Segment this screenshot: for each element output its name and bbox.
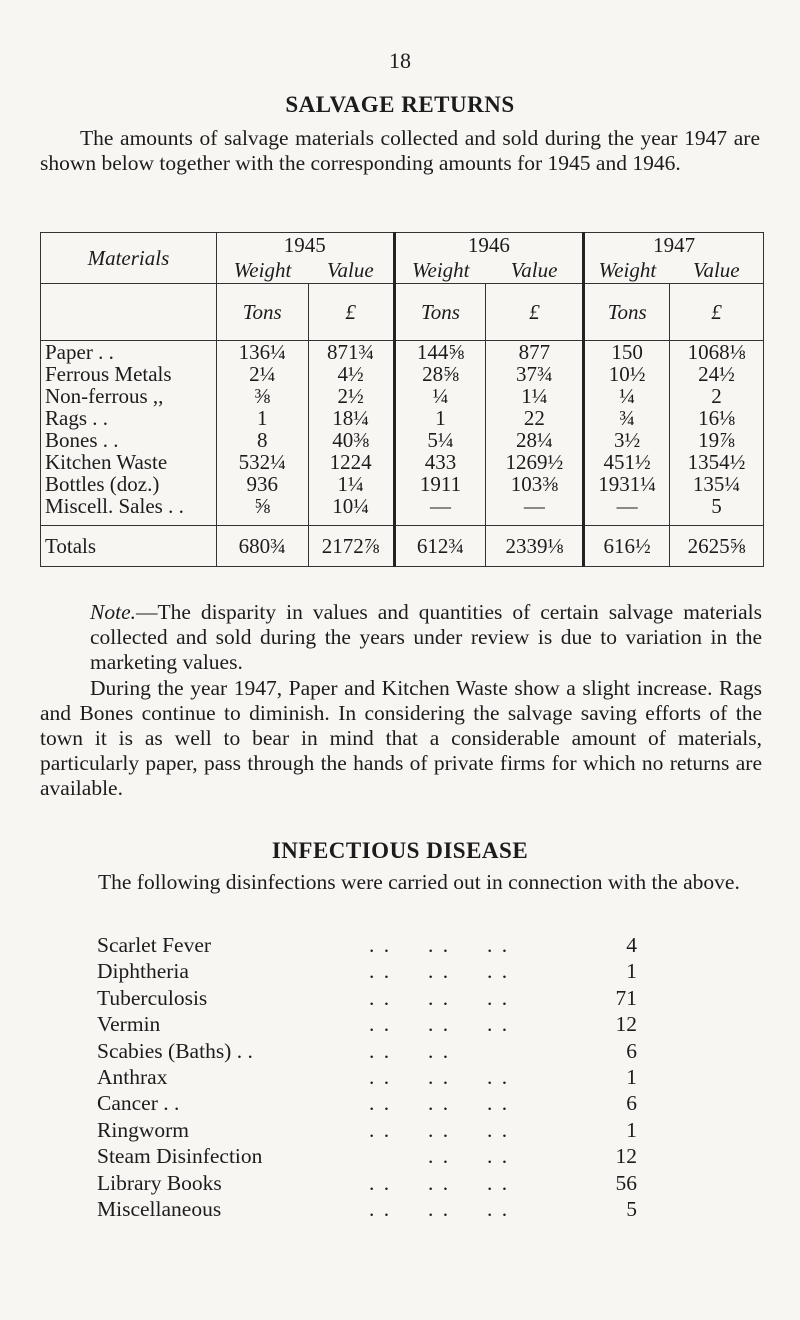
cell-value-1945: 871¾ <box>308 341 394 364</box>
disease-name: Library Books <box>97 1170 222 1195</box>
cell-weight-1945: 680¾ <box>216 526 308 567</box>
infectious-intro: The following disinfections were carried out in connection with the above. <box>98 870 740 894</box>
disinfection-count: 4 <box>626 933 637 957</box>
year-1947-header: 1947 <box>584 233 764 259</box>
list-item <box>97 1038 637 1064</box>
cell-weight-1947: 10½ <box>584 363 670 385</box>
unit-tons-1945: Tons <box>216 284 308 341</box>
disease-name: Steam Disinfection <box>97 1144 263 1169</box>
cell-value-1945: 4½ <box>308 363 394 385</box>
cell-weight-1946: 433 <box>394 451 486 473</box>
list-item <box>97 1011 637 1037</box>
leader-dots: . . . . . . <box>369 1117 510 1142</box>
cell-value-1946: 2339⅛ <box>486 526 584 567</box>
cell-value-1947: 16⅛ <box>670 407 764 429</box>
disease-name: Scabies (Baths) . . <box>97 1038 253 1063</box>
value-header-1945: Value <box>308 258 394 284</box>
cell-value-1945: 40⅜ <box>308 429 394 451</box>
value-header-1946: Value <box>486 258 584 284</box>
cell-value-1946: — <box>486 495 584 517</box>
material-name: Kitchen Waste <box>41 451 217 473</box>
unit-pound-1946: £ <box>486 284 584 341</box>
cell-value-1947: 24½ <box>670 363 764 385</box>
list-item <box>97 1117 637 1143</box>
cell-weight-1946: 1 <box>394 407 486 429</box>
disinfection-count: 6 <box>626 1038 637 1063</box>
year-1946-header: 1946 <box>394 233 584 259</box>
cell-value-1947: 135¼ <box>670 473 764 495</box>
list-item <box>97 932 637 958</box>
table-row <box>41 473 764 495</box>
leader-dots: . . . . <box>369 1144 510 1169</box>
table-row <box>41 429 764 451</box>
list-item <box>97 958 637 984</box>
spacer-cell <box>394 517 486 526</box>
cell-weight-1946: 144⅝ <box>394 341 486 364</box>
cell-weight-1947: 1931¼ <box>584 473 670 495</box>
cell-value-1945: 1224 <box>308 451 394 473</box>
disinfection-count: 6 <box>626 1091 637 1116</box>
cell-weight-1946: 612¾ <box>394 526 486 567</box>
cell-weight-1945: 532¼ <box>216 451 308 473</box>
disease-name: Cancer . . <box>97 1091 180 1116</box>
infectious-disease-heading: INFECTIOUS DISEASE <box>271 838 529 863</box>
spacer-cell <box>670 517 764 526</box>
disease-name: Anthrax <box>97 1064 168 1089</box>
disease-name: Miscellaneous <box>97 1196 222 1221</box>
value-header-1947: Value <box>670 258 764 284</box>
cell-weight-1946: — <box>394 495 486 517</box>
list-item <box>97 1090 637 1116</box>
cell-weight-1946: ¼ <box>394 385 486 407</box>
salvage-table-body <box>41 341 764 567</box>
cell-value-1946: 877 <box>486 341 584 364</box>
salvage-intro: The amounts of salvage materials collected and sold during the year 1947 are shown below together with the corresponding amounts for 1945 and 1946. <box>40 126 760 175</box>
disinfection-count: 1 <box>626 1064 637 1089</box>
salvage-returns-heading: SALVAGE RETURNS <box>285 92 515 117</box>
cell-value-1946: 1¼ <box>486 385 584 407</box>
cell-value-1945: 2½ <box>308 385 394 407</box>
cell-weight-1945: 136¼ <box>216 341 308 364</box>
cell-value-1947: 1354½ <box>670 451 764 473</box>
unit-tons-1946: Tons <box>394 284 486 341</box>
disinfection-count: 5 <box>626 1196 637 1221</box>
cell-weight-1946: 5¼ <box>394 429 486 451</box>
disease-name: Vermin <box>97 1012 161 1037</box>
material-name: Ferrous Metals <box>41 363 217 385</box>
weight-header-1947: Weight <box>598 258 657 282</box>
spacer-cell <box>308 517 394 526</box>
material-name: Non-ferrous ,, <box>41 385 217 407</box>
cell-value-1946: 22 <box>486 407 584 429</box>
cell-weight-1947: 3½ <box>584 429 670 451</box>
material-name: Bones . . <box>41 429 217 451</box>
cell-value-1946: 1269½ <box>486 451 584 473</box>
disease-name: Diphtheria <box>97 959 189 984</box>
salvage-paragraph: During the year 1947, Paper and Kitchen Waste show a slight increase. Rags and Bones continue to diminish. In considering the salvage saving efforts of the town it is as well to bear in mind that a considerable amount of materials, particularly paper, pass through the hands of private firms for which no returns are available. <box>40 676 762 800</box>
cell-weight-1947: 616½ <box>584 526 670 567</box>
salvage-table <box>40 232 764 567</box>
leader-dots: . . . . . . <box>369 1012 510 1037</box>
disinfection-count: 12 <box>615 1144 637 1169</box>
disinfection-list <box>97 932 637 1222</box>
table-row <box>41 363 764 385</box>
cell-weight-1947: 451½ <box>584 451 670 473</box>
cell-weight-1947: ¼ <box>584 385 670 407</box>
leader-dots: . . . . . . <box>369 1196 510 1221</box>
cell-weight-1947: 150 <box>584 341 670 364</box>
weight-header-1946: Weight <box>411 258 470 282</box>
disease-name: Tuberculosis <box>97 985 208 1010</box>
totals-row <box>41 526 764 567</box>
cell-value-1947: 2 <box>670 385 764 407</box>
disinfection-count: 1 <box>626 959 637 984</box>
cell-value-1947: 5 <box>670 495 764 517</box>
material-name: Paper . . <box>41 341 217 364</box>
unit-header-row <box>41 284 764 341</box>
table-row <box>41 451 764 473</box>
spacer-cell <box>41 517 217 526</box>
cell-weight-1947: ¾ <box>584 407 670 429</box>
material-name: Bottles (doz.) <box>41 473 217 495</box>
list-item <box>97 985 637 1011</box>
leader-dots: . . . . . . <box>369 1064 510 1089</box>
table-row <box>41 341 764 364</box>
disinfection-count: 12 <box>615 1012 637 1037</box>
weight-header-1945: Weight <box>233 258 292 282</box>
list-item <box>97 1143 637 1169</box>
spacer-cell <box>584 517 670 526</box>
cell-weight-1947: — <box>584 495 670 517</box>
materials-header: Materials <box>41 233 217 284</box>
year-header-row <box>41 233 764 259</box>
year-1945-header: 1945 <box>216 233 394 259</box>
page-number: 18 <box>389 48 411 73</box>
cell-value-1945: 18¼ <box>308 407 394 429</box>
list-item <box>97 1170 637 1196</box>
table-row <box>41 407 764 429</box>
leader-dots: . . . . . . <box>369 1091 510 1116</box>
note-text: —The disparity in values and quantities of certain salvage materials collected and sold during the years under review is due to variation in the marketing values. <box>90 600 762 674</box>
cell-value-1946: 103⅜ <box>486 473 584 495</box>
spacer-row <box>41 517 764 526</box>
cell-weight-1945: 936 <box>216 473 308 495</box>
cell-value-1946: 28¼ <box>486 429 584 451</box>
materials-unit-blank <box>41 284 217 341</box>
cell-value-1947: 19⅞ <box>670 429 764 451</box>
disease-name: Scarlet Fever <box>97 933 212 957</box>
cell-weight-1945: 1 <box>216 407 308 429</box>
leader-dots: . . . . . . <box>369 933 510 957</box>
disinfection-count: 1 <box>626 1117 637 1142</box>
leader-dots: . . . . <box>369 1038 451 1063</box>
cell-weight-1946: 1911 <box>394 473 486 495</box>
table-row <box>41 385 764 407</box>
cell-weight-1946: 28⅝ <box>394 363 486 385</box>
material-name: Rags . . <box>41 407 217 429</box>
unit-pound-1947: £ <box>670 284 764 341</box>
note-label: Note. <box>90 600 136 624</box>
cell-weight-1945: ⅝ <box>216 495 308 517</box>
cell-weight-1945: 2¼ <box>216 363 308 385</box>
cell-value-1945: 10¼ <box>308 495 394 517</box>
note-paragraph <box>90 600 762 675</box>
unit-pound-1945: £ <box>308 284 394 341</box>
cell-value-1946: 37¾ <box>486 363 584 385</box>
material-name: Totals <box>41 526 217 567</box>
cell-value-1947: 1068⅛ <box>670 341 764 364</box>
cell-weight-1945: 8 <box>216 429 308 451</box>
unit-tons-1947: Tons <box>584 284 670 341</box>
leader-dots: . . . . . . <box>369 1170 510 1195</box>
list-item <box>97 1064 637 1090</box>
list-item <box>97 1196 637 1222</box>
leader-dots: . . . . . . <box>369 985 510 1010</box>
cell-value-1945: 1¼ <box>308 473 394 495</box>
leader-dots: . . . . . . <box>369 959 510 984</box>
material-name: Miscell. Sales . . <box>41 495 217 517</box>
cell-weight-1945: ⅜ <box>216 385 308 407</box>
spacer-cell <box>486 517 584 526</box>
disinfection-count: 71 <box>615 985 637 1010</box>
disinfection-count: 56 <box>615 1170 637 1195</box>
spacer-cell <box>216 517 308 526</box>
table-row <box>41 495 764 517</box>
disease-name: Ringworm <box>97 1117 189 1142</box>
cell-value-1945: 2172⅞ <box>308 526 394 567</box>
cell-value-1947: 2625⅝ <box>670 526 764 567</box>
